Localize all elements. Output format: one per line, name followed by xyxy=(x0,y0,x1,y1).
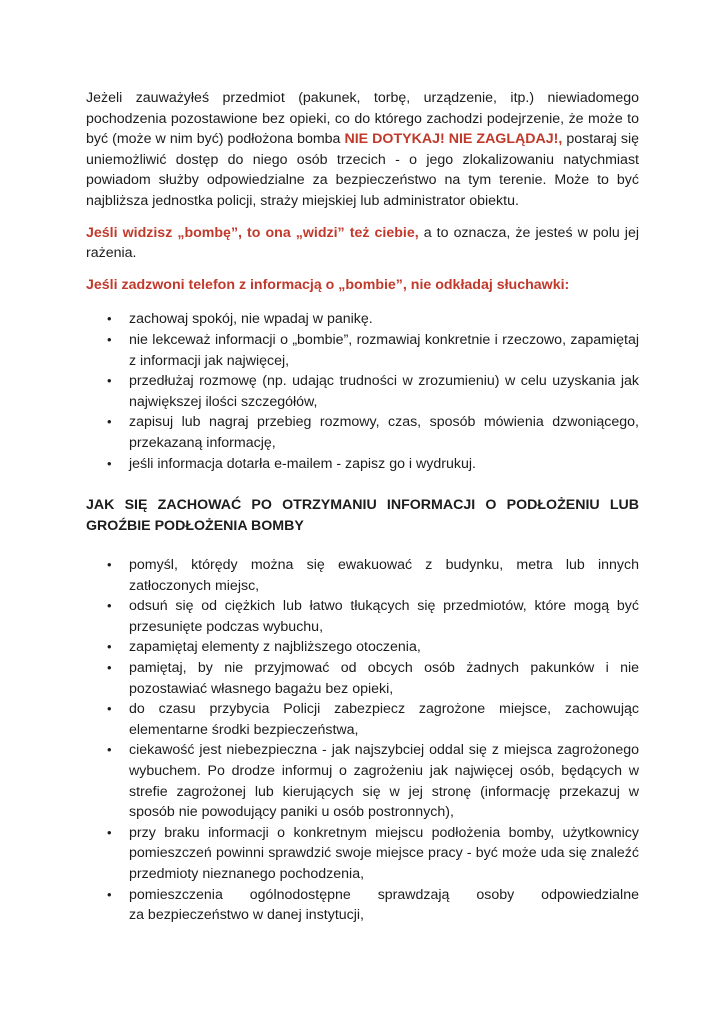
warning-highlight: NIE DOTYKAJ! NIE ZAGLĄDAJ!, xyxy=(344,131,563,148)
list-item: • zapisuj lub nagraj przebieg rozmowy, czas, sposób mówienia dzwoniącego, przekazaną informację, xyxy=(129,412,639,453)
list-item: • przy braku informacji o konkretnym miejscu podłożenia bomby, użytkownicy pomieszczeń powinni sprawdzić swoje miejsce pracy - być może uda się znaleźć przedmioty nieznanego pochodzenia, xyxy=(129,823,639,885)
list-item: • ciekawość jest niebezpieczna - jak najszybciej oddal się z miejsca zagrożonego wybuchem. Po drodze informuj o zagrożeniu jak najwięcej osób, będących w strefie zagrożonej lub kierujących się w jej stronę (informację przekazuj w sposób nie powodujący paniki u osób postronnych), xyxy=(129,740,639,822)
list-item: • do czasu przybycia Policji zabezpiecz zagrożone miejsce, zachowując elementarne środki bezpieczeństwa, xyxy=(129,699,639,740)
list-item: • nie lekceważ informacji o „bombie”, rozmawiaj konkretnie i rzeczowo, zapamiętaj z informacji jak najwięcej, xyxy=(129,330,639,371)
list-item: • jeśli informacja dotarła e-mailem - zapisz go i wydrukuj. xyxy=(129,454,639,475)
list-item: • przedłużaj rozmowę (np. udając trudności w zrozumieniu) w celu uzyskania jak największej ilości szczegółów, xyxy=(129,371,639,412)
list-item: • pomyśl, którędy można się ewakuować z budynku, metra lub innych zatłoczonych miejsc, xyxy=(129,555,639,596)
intro-text-continued: postaraj się uniemożliwić dostęp do niego osób trzecich - o jego zlokalizowaniu natychmiast powiadom służby odpowiedzialne za bezpieczeństwo na tym terenie. Może to być najbliższa jednostka policji, straży miejskiej lub administrator obiektu. xyxy=(86,131,639,209)
blast-range-text: a to oznacza, że jesteś w polu jej rażenia. xyxy=(86,224,639,262)
list-item: • zapamiętaj elementy z najbliższego otoczenia, xyxy=(129,637,639,658)
bomb-warning-highlight: Jeśli widzisz „bombę”, to ona „widzi” też ciebie, xyxy=(86,224,419,241)
bomb-threat-instructions-list xyxy=(86,555,639,926)
list-item: • odsuń się od ciężkich lub łatwo tłukących się przedmiotów, które mogą być przesunięte podczas wybuchu, xyxy=(129,596,639,637)
intro-paragraph xyxy=(86,88,639,212)
bomb-sees-you-paragraph xyxy=(86,223,639,264)
section-heading: JAK SIĘ ZACHOWAĆ PO OTRZYMANIU INFORMACJI O PODŁOŻENIU LUB GROŹBIE PODŁOŻENIA BOMBY xyxy=(86,497,639,535)
list-item: • zachowaj spokój, nie wpadaj w panikę. xyxy=(129,309,639,330)
phone-call-highlight: Jeśli zadzwoni telefon z informacją o „bombie”, nie odkładaj słuchawki: xyxy=(86,276,570,293)
intro-text: Jeżeli zauważyłeś przedmiot (pakunek, torbę, urządzenie, itp.) niewiadomego pochodzenia pozostawione bez opieki, co do którego zachodzi podejrzenie, że może to być (może w nim być) podłożona bomba xyxy=(86,90,639,148)
list-item-line: • pomieszczenia ogólnodostępne sprawdzają osoby odpowiedzialne xyxy=(129,886,639,903)
list-item: • pamiętaj, by nie przyjmować od obcych osób żadnych pakunków i nie pozostawiać własnego bagażu bez opieki, xyxy=(129,658,639,699)
list-item xyxy=(129,885,639,926)
list-item-line: za bezpieczeństwo w danej instytucji, xyxy=(129,907,365,924)
phone-call-heading xyxy=(86,275,639,296)
phone-call-instructions-list xyxy=(86,309,639,474)
